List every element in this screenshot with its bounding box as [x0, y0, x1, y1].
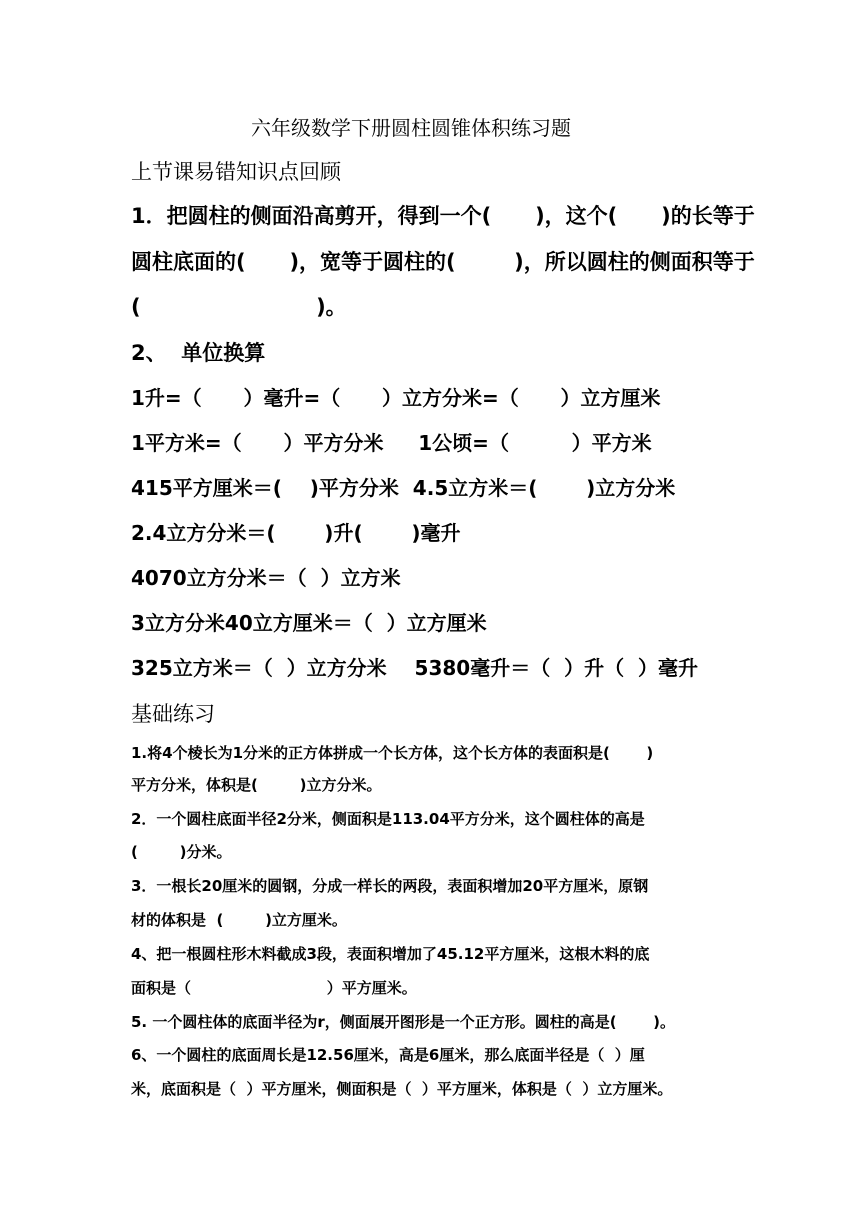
unit-conversion-line-3: 415平方厘米＝( )平方分米 4.5立方米＝( )立方分米 [131, 476, 676, 500]
basic-question-4-line-2: 面积是（ ）平方厘米。 [131, 979, 417, 997]
unit-conversion-line-2: 1平方米=（ ）平方分米 1公顷=（ ）平方米 [131, 431, 652, 455]
question-1-line-3: ( )。 [131, 295, 347, 319]
review-heading: 上节课易错知识点回顾 [131, 160, 341, 184]
question-1-line-2: 圆柱底面的( )，宽等于圆柱的( )，所以圆柱的侧面积等于 [131, 250, 755, 274]
basic-question-3-line-2: 材的体积是 ( )立方厘米。 [131, 911, 347, 929]
question-1-line-1: 1．把圆柱的侧面沿高剪开，得到一个( )，这个( )的长等于 [131, 204, 755, 228]
basic-question-5-line-1: 5. 一个圆柱体的底面半径为r，侧面展开图形是一个正方形。圆柱的高是( )。 [131, 1013, 676, 1031]
basic-question-6-line-1: 6、一个圆柱的底面周长是12.56厘米，高是6厘米，那么底面半径是（ ）厘 [131, 1046, 645, 1064]
basic-question-2-line-1: 2．一个圆柱底面半径2分米，侧面积是113.04平方分米，这个圆柱体的高是 [131, 810, 645, 828]
unit-conversion-line-6: 3立方分米40立方厘米＝（ ）立方厘米 [131, 611, 487, 635]
basic-question-1-line-1: 1.将4个棱长为1分米的正方体拼成一个长方体，这个长方体的表面积是( ) [131, 744, 654, 762]
basic-question-4-line-1: 4、把一根圆柱形木料截成3段，表面积增加了45.12平方厘米，这根木料的底 [131, 945, 650, 963]
unit-conversion-line-7: 325立方米＝（ ）立方分米 5380毫升＝（ ）升（ ）毫升 [131, 656, 699, 680]
page-title: 六年级数学下册圆柱圆锥体积练习题 [251, 116, 571, 140]
basic-question-1-line-2: 平方分米，体积是( )立方分米。 [131, 776, 382, 794]
unit-conversion-line-4: 2.4立方分米＝( )升( )毫升 [131, 521, 461, 545]
basic-question-2-line-2: ( )分米。 [131, 843, 232, 861]
basic-practice-heading: 基础练习 [131, 702, 215, 726]
unit-conversion-line-5: 4070立方分米＝（ ）立方米 [131, 566, 401, 590]
question-2-heading: 2、 单位换算 [131, 341, 266, 365]
basic-question-6-line-2: 米，底面积是（ ）平方厘米，侧面积是（ ）平方厘米，体积是（ ）立方厘米。 [131, 1080, 673, 1098]
basic-question-3-line-1: 3．一根长20厘米的圆钢，分成一样长的两段，表面积增加20平方厘米，原钢 [131, 877, 649, 895]
unit-conversion-line-1: 1升=（ ）毫升=（ ）立方分米=（ ）立方厘米 [131, 386, 661, 410]
